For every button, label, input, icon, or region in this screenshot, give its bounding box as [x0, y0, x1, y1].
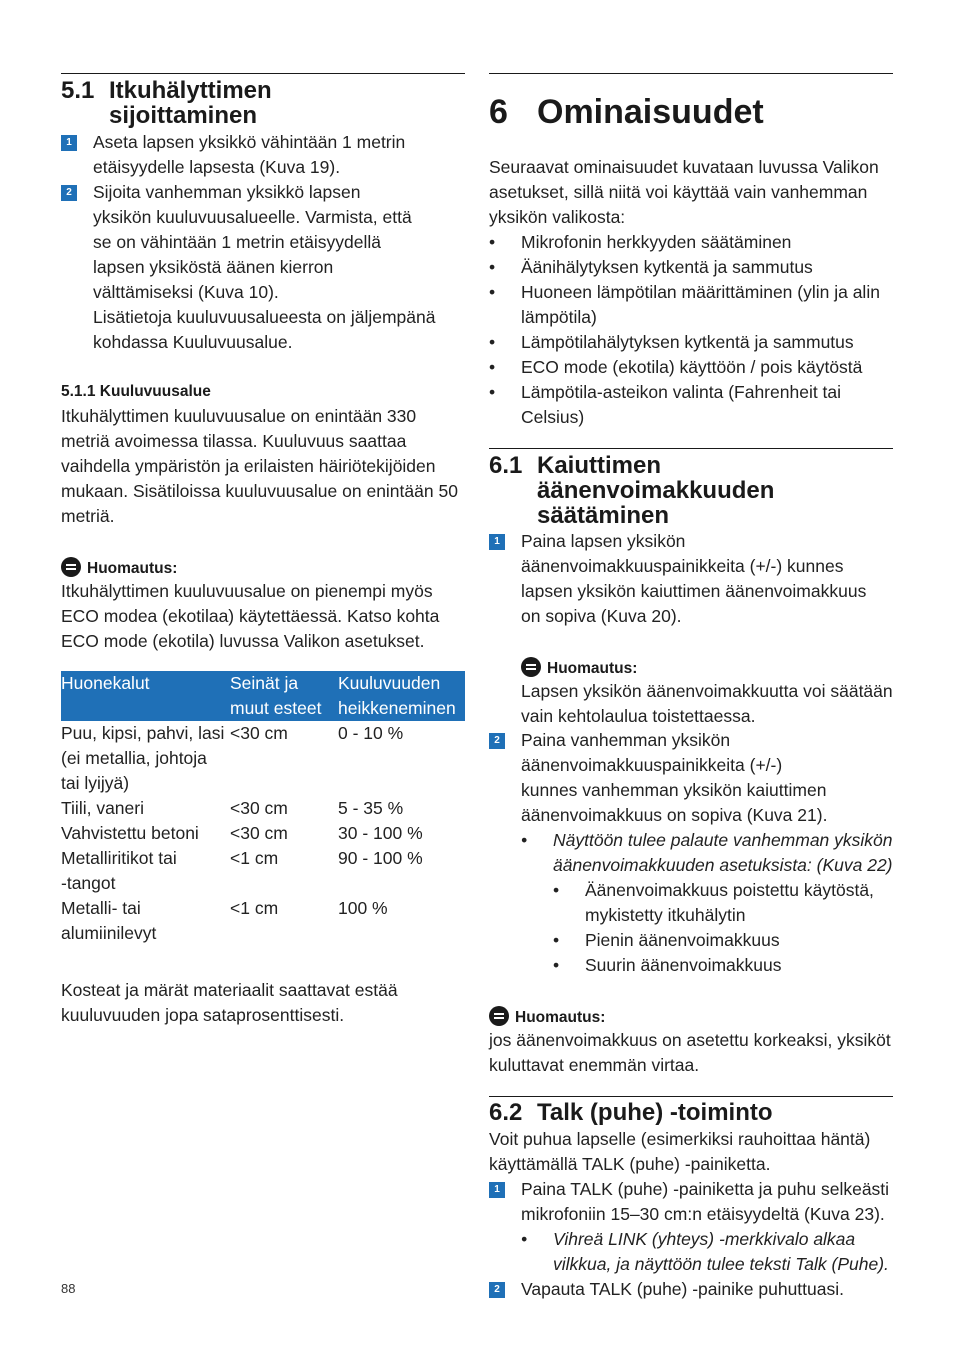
note-2-text: [521, 679, 893, 729]
step-line: se on vähintään 1 metrin etäisyydellä: [93, 232, 381, 252]
item-line: ECO mode (ekotila) käyttöön / pois käytöstä: [521, 357, 863, 377]
item-line: Huoneen lämpötilan määrittäminen (ylin ja alin: [521, 282, 880, 302]
step-line: Sijoita vanhemman yksikkö lapsen: [93, 182, 361, 202]
moisture-paragraph: [61, 978, 465, 1028]
s62-intro: [489, 1127, 899, 1177]
loss-cell: 100 %: [338, 898, 388, 918]
thickness-cell: <30 cm: [230, 723, 288, 743]
paragraph-line: Itkuhälyttimen kuuluvuusalue on enintään 330: [61, 406, 417, 426]
feature-item: [489, 355, 893, 380]
material-cell: [61, 721, 230, 796]
step-line: kunnes vanhemman yksikön kaiuttimen: [521, 780, 827, 800]
bullet-icon: •: [489, 332, 496, 352]
step-line: Paina lapsen yksikön: [521, 531, 686, 551]
note-line: Lapsen yksikön äänenvoimakkuutta voi säätään: [521, 681, 893, 701]
paragraph-line: vaihdella ympäristön ja erilaisten häiriötekijöiden: [61, 456, 436, 476]
header-line: Seinät ja: [230, 673, 299, 693]
note-2-heading: [521, 657, 637, 679]
item-line: lämpötila): [521, 307, 597, 327]
note-3-heading: [489, 1006, 605, 1028]
step-number-badge: 2: [489, 733, 505, 749]
step-text: Aseta lapsen yksikkö vähintään 1 metrin etäisyydelle lapsesta (Kuva 19).: [93, 132, 406, 177]
cell-line: Puu, kipsi, pahvi, lasi: [61, 723, 225, 743]
bullet-icon: •: [553, 930, 560, 950]
table-row: [61, 846, 465, 896]
section-6-2-heading: [489, 1100, 893, 1125]
s61-sub-item: [553, 928, 893, 953]
note-3-text: [489, 1028, 899, 1078]
item-line: Lämpötilahälytyksen kytkentä ja sammutus: [521, 332, 854, 352]
note-title: Huomautus:: [515, 1009, 606, 1026]
bullet-icon: •: [553, 880, 560, 900]
note-1-heading: [61, 557, 177, 579]
note-icon: [61, 557, 81, 577]
cell-line: -tangot: [61, 873, 116, 893]
paragraph-line: Kosteat ja märät materiaalit saattavat estää: [61, 980, 398, 1000]
paragraph-line: yksikön valikosta:: [489, 207, 626, 227]
feature-item: [489, 255, 893, 280]
s61-result: [521, 828, 893, 878]
item-line: Äänihälytyksen kytkentä ja sammutus: [521, 257, 813, 277]
note-line: vain kehtolaulua toistettaessa.: [521, 706, 756, 726]
subsection-5-1-1-heading: 5.1.1 Kuuluvuusalue: [61, 383, 211, 400]
feature-item: [489, 330, 893, 355]
paragraph-line: metriä.: [61, 506, 115, 526]
step-number-badge: 1: [61, 135, 77, 151]
step-number-badge: 2: [61, 185, 77, 201]
table-row: [61, 796, 465, 821]
s61-step-1: [489, 529, 893, 629]
step-line: äänenvoimakkuuspainikkeita (+/-): [521, 755, 783, 775]
loss-cell: 90 - 100 %: [338, 848, 423, 868]
note-line: kuluttavat enemmän virtaa.: [489, 1055, 700, 1075]
step-line: Lisätietoja kuuluvuusalueesta on jäljempänä: [93, 307, 436, 327]
note-line: Itkuhälyttimen kuuluvuusalue on pienempi myös: [61, 581, 433, 601]
bullet-icon: •: [489, 382, 496, 402]
chapter-heading: [489, 92, 764, 132]
step-text: Vapauta TALK (puhe) -painike puhuttuasi.: [521, 1279, 844, 1299]
step-2: [61, 180, 465, 355]
material-cell: [61, 896, 230, 946]
note-line: jos äänenvoimakkuus on asetettu korkeaksi, yksiköt: [489, 1030, 891, 1050]
cell-line: Metalliritikot tai: [61, 848, 177, 868]
header-line: Kuuluvuuden: [338, 673, 441, 693]
cell-line: Vahvistettu betoni: [61, 823, 199, 843]
chapter-intro: [489, 155, 893, 230]
step-line: lapsen yksiköstä äänen kierron: [93, 257, 334, 277]
paragraph-line: Voit puhua lapselle (esimerkiksi rauhoittaa häntä): [489, 1129, 871, 1149]
step-line: Paina TALK (puhe) -painiketta ja puhu selkeästi: [521, 1179, 890, 1199]
thickness-cell: <1 cm: [230, 898, 279, 918]
note-icon: [521, 657, 541, 677]
s61-step-2: [489, 728, 893, 828]
result-line: Vihreä LINK (yhteys) -merkkivalo alkaa: [553, 1229, 856, 1249]
feature-item: [489, 380, 893, 430]
loss-cell: 30 - 100 %: [338, 823, 423, 843]
header-line: Huonekalut: [61, 673, 150, 693]
section-title: Talk (puhe) -toiminto: [537, 1099, 773, 1126]
section-6-1-rule: [489, 448, 893, 449]
section-title-line1: Kaiuttimen: [537, 452, 662, 479]
header-line: heikkeneminen: [338, 698, 456, 718]
loss-cell: 0 - 10 %: [338, 723, 404, 743]
step-line: välttämiseksi (Kuva 10).: [93, 282, 279, 302]
step-line: kohdassa Kuuluvuusalue.: [93, 332, 293, 352]
s62-step-2: [489, 1277, 893, 1302]
section-5-1-heading: [61, 78, 465, 128]
note-line: ECO mode (ekotila) luvussa Valikon asetukset.: [61, 631, 425, 651]
s62-result: [521, 1227, 893, 1277]
s61-sub-item: [553, 953, 893, 978]
header-line: muut esteet: [230, 698, 322, 718]
cell-line: tai lyijyä): [61, 773, 130, 793]
thickness-cell: <30 cm: [230, 823, 288, 843]
page-number: 88: [61, 1281, 76, 1296]
item-line: Celsius): [521, 407, 585, 427]
right-top-rule: [489, 73, 893, 74]
bullet-icon: •: [489, 232, 496, 252]
left-top-rule: [61, 73, 465, 74]
section-number: 6.2: [489, 1099, 523, 1126]
feature-item: [489, 230, 893, 255]
step-1: [61, 130, 465, 180]
section-number: 6.1: [489, 452, 523, 479]
loss-cell: 5 - 35 %: [338, 798, 404, 818]
bullet-icon: •: [521, 1229, 528, 1249]
range-paragraph: [61, 404, 465, 529]
paragraph-line: metriä avoimessa tilassa. Kuuluvuus saattaa: [61, 431, 407, 451]
section-6-1-heading: [489, 453, 893, 528]
section-title-line2: äänenvoimakkuuden: [537, 477, 775, 504]
feature-item: [489, 280, 893, 330]
result-line: äänenvoimakkuuden asetuksista: (Kuva 22): [553, 855, 893, 875]
paragraph-line: kuuluvuuden jopa sataprosenttisesti.: [61, 1005, 345, 1025]
item-line: Pienin äänenvoimakkuus: [585, 930, 780, 950]
cell-line: (ei metallia, johtoja: [61, 748, 207, 768]
item-line: Suurin äänenvoimakkuus: [585, 955, 782, 975]
item-line: Lämpötila-asteikon valinta (Fahrenheit tai: [521, 382, 842, 402]
step-line: Paina vanhemman yksikön: [521, 730, 731, 750]
chapter-number: 6: [489, 93, 508, 131]
step-line: äänenvoimakkuus on sopiva (Kuva 21).: [521, 805, 828, 825]
thickness-cell: <30 cm: [230, 798, 288, 818]
note-title: Huomautus:: [547, 660, 638, 677]
item-line: Mikrofonin herkkyyden säätäminen: [521, 232, 792, 252]
thickness-cell: <1 cm: [230, 848, 279, 868]
step-line: äänenvoimakkuuspainikkeita (+/-) kunnes: [521, 556, 844, 576]
step-line: on sopiva (Kuva 20).: [521, 606, 682, 626]
step-line: lapsen yksikön kaiuttimen äänenvoimakkuus: [521, 581, 867, 601]
result-line: vilkkua, ja näyttöön tulee teksti Talk (Puhe).: [553, 1254, 889, 1274]
material-cell: [61, 821, 230, 846]
range-table: [61, 671, 465, 946]
header-cell: [338, 671, 465, 721]
bullet-icon: •: [489, 357, 496, 377]
material-cell: [61, 846, 230, 896]
paragraph-line: käyttämällä TALK (puhe) -painiketta.: [489, 1154, 771, 1174]
header-cell: [230, 671, 338, 721]
paragraph-line: Seuraavat ominaisuudet kuvataan luvussa Valikon: [489, 157, 879, 177]
step-number-badge: 1: [489, 1182, 505, 1198]
note-1-text: [61, 579, 465, 654]
header-cell: [61, 671, 230, 721]
table-row: [61, 896, 465, 946]
s61-sub-item: [553, 878, 893, 928]
table-row: [61, 721, 465, 796]
section-number: 5.1: [61, 77, 95, 104]
section-6-2-rule: [489, 1096, 893, 1097]
section-title-line1: Itkuhälyttimen: [109, 77, 272, 104]
section-title-line2: sijoittaminen: [109, 102, 258, 129]
table-header-row: [61, 671, 465, 721]
table-row: [61, 821, 465, 846]
bullet-icon: •: [553, 955, 560, 975]
material-cell: [61, 796, 230, 821]
cell-line: Metalli- tai: [61, 898, 141, 918]
bullet-icon: •: [489, 282, 496, 302]
section-title-line3: säätäminen: [537, 502, 670, 529]
s62-step-1: [489, 1177, 899, 1227]
note-line: ECO modea (ekotilaa) käytettäessä. Katso kohta: [61, 606, 440, 626]
note-title: Huomautus:: [87, 560, 178, 577]
bullet-icon: •: [521, 830, 528, 850]
item-line: Äänenvoimakkuus poistettu käytöstä,: [585, 880, 874, 900]
note-icon: [489, 1006, 509, 1026]
step-number-badge: 2: [489, 1282, 505, 1298]
step-line: yksikön kuuluvuusalueelle. Varmista, että: [93, 207, 412, 227]
chapter-title: Ominaisuudet: [537, 93, 764, 131]
cell-line: Tiili, vaneri: [61, 798, 144, 818]
step-number-badge: 1: [489, 534, 505, 550]
item-line: mykistetty itkuhälytin: [585, 905, 746, 925]
cell-line: alumiinilevyt: [61, 923, 157, 943]
result-line: Näyttöön tulee palaute vanhemman yksikön: [553, 830, 893, 850]
paragraph-line: asetukset, sillä niitä voi käyttää vain vanhemman: [489, 182, 868, 202]
step-line: mikrofoniin 15–30 cm:n etäisyydeltä (Kuva 23).: [521, 1204, 885, 1224]
bullet-icon: •: [489, 257, 496, 277]
paragraph-line: mukaan. Sisätiloissa kuuluvuusalue on enintään 50: [61, 481, 458, 501]
